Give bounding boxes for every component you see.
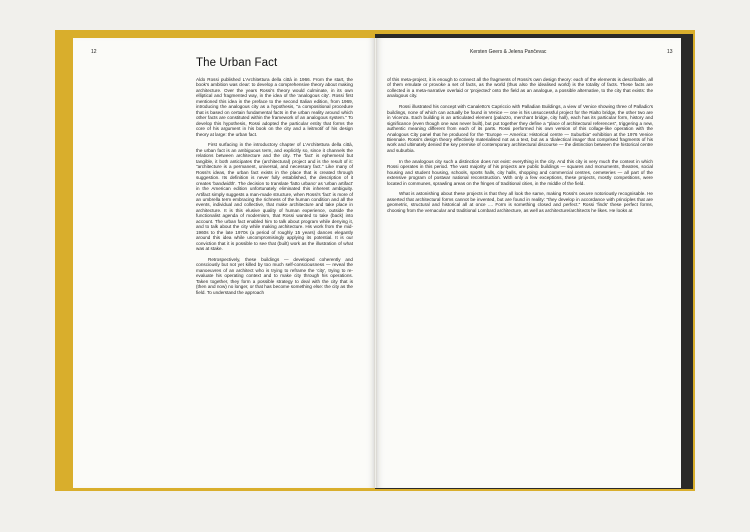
book-gutter: [374, 38, 377, 488]
paragraph: First surfacing in the introductory chapter of L'Architettura della città, the urban fact is an ambiguous term, and explicitly so, since it channels the relations between architecture and the city. The 'fact' is ephemeral but tangible, it both anticipates the (architectural) project and is the result of it: "architecture is a permanent, universal, and necessary fact." Like many of Rossi's ideas, the urban fact exists in the place that is created through suggestion. Its definition is never fully established, the description of it creates 'bandwidth'. The decision to translate 'fatto urbano' as 'urban artifact' in the American edition unfortunately eliminated this inherent ambiguity. Artifact simply suggests a man-made structure, when Rossi's 'fact' is more of an umbrella term embracing the richness of the human condition and all the events, individual and collective, that make architecture and take place in architecture. It is this elusive quality of human experience, outside the functionalist agenda of modernism, that Rossi wanted to take (back) into account. The urban fact enabled him to talk about program while denying it, and to talk about the city while making architecture. His work from the mid-1960s to the late 1970s (a period of roughly 15 years) dances elegantly around this idea while uncompromisingly applying its potential. It is our conviction that it is possible to see that (built) work as the illustration of what was at stake.: [196, 142, 353, 252]
paragraph: of this meta-project, it is enough to connect all the fragments of Rossi's own design theory: each of the elements is describable, all of them emulate or provoke a set of facts, as the world (thus also the idealised world) is the totality of facts. These facts are collected in a meta-narrative overlaid or 'projected' onto the field as an analogue, a possible alternative, to the city that exists: the analogous city.: [387, 77, 653, 99]
right-text-column: [387, 77, 653, 219]
paragraph: In the analogous city such a distinction does not exist: everything is the city. And this city is very much the context in which Rossi operates in this period. The vast majority of his projects are public buildings — squares and monuments, theatres, social housing and student housing, schools, sports halls, city halls, shopping and commercial centres, cemeteries — all part of the extensive program of postwar national reconstruction. With only a few exceptions, these projects, mostly competitions, were located in communes, sprawling areas on the fringes of traditional cities, in the middle of the field.: [387, 158, 653, 186]
paragraph: Aldo Rossi published L'Architettura della città in 1966. From the start, the book's ambition was clear: to develop a comprehensive theory about making architecture. Over the years Rossi's theory would culminate, in its own elliptical and fragmented way, in the idea of the 'analogous city'. Rossi first mentioned this idea in the preface to the second Italian edition, from 1969, introducing the analogous city as a hypothesis, "a compositional procedure that is based on certain fundamental facts in the urban reality around which other facts are constituted within the framework of an analogous system." To develop this hypothesis, Rossi adopted the particular entity that forms the core of his argument in his book on the city and a leitmotif of his design theory at large: the urban fact.: [196, 77, 353, 137]
paragraph: Retrospectively, these buildings — developed coherently and consciously but not yet killed by too much self-consciousness — reveal the manoeuvres of an architect who is trying to reframe the 'city', trying to re-evaluate his operating context and to make city through his operations. Taken together, they form a possible strategy to deal with the city that is (then and now) no longer, or that has become something else: the city as the field. To understand the approach: [196, 256, 353, 295]
right-page-number: 13: [667, 49, 673, 55]
paragraph: What is astonishing about these projects is that they all look the same, making Rossi's oeuvre notoriously recognisable. He asserted that architectural forms cannot be invented, but are found in reality: "they develop in accordance with principles that are geometric, structural and historical all at once .... Form is something closed and perfect." Rossi 'finds' these perfect forms, choosing from the vernacular and traditional Lombard architecture, as well as architecture/architects he likes. He looks at: [387, 191, 653, 213]
chapter-title: The Urban Fact: [196, 57, 278, 69]
left-page-number: 12: [91, 49, 97, 55]
running-head: Kersten Geers & Jelena Pančevac: [470, 49, 547, 55]
paragraph: Rossi illustrated his concept with Canaletto's Capriccio with Palladian Buildings, a view of Venice showing three of Palladio's buildings, none of which can actually be found in Venice — one is his unsuccessful project for the Rialto bridge, the other two are in Vicenza. Each building is an articulated element (palazzo, merchant bridge, city hall), each has its particular form, history and significance (even though one was never built), but put together they define a "place of architectural references", triggering a new, authentic meaning different from each of its parts. Rossi performed his own version of this collage-like operation with the Analogous City panel that he produced for the "Europe — America: Historical centre — Suburbia" exhibition at the 1976 Venice Biennale. Rossi's design theory effectively materialised not as a text, but as a 'dialectical image' that comprised fragments of his work and ultimately denied the key premise of contemporary architectural discourse — the distinction between the historical centre and suburbia.: [387, 104, 653, 153]
left-text-column: [196, 77, 353, 301]
